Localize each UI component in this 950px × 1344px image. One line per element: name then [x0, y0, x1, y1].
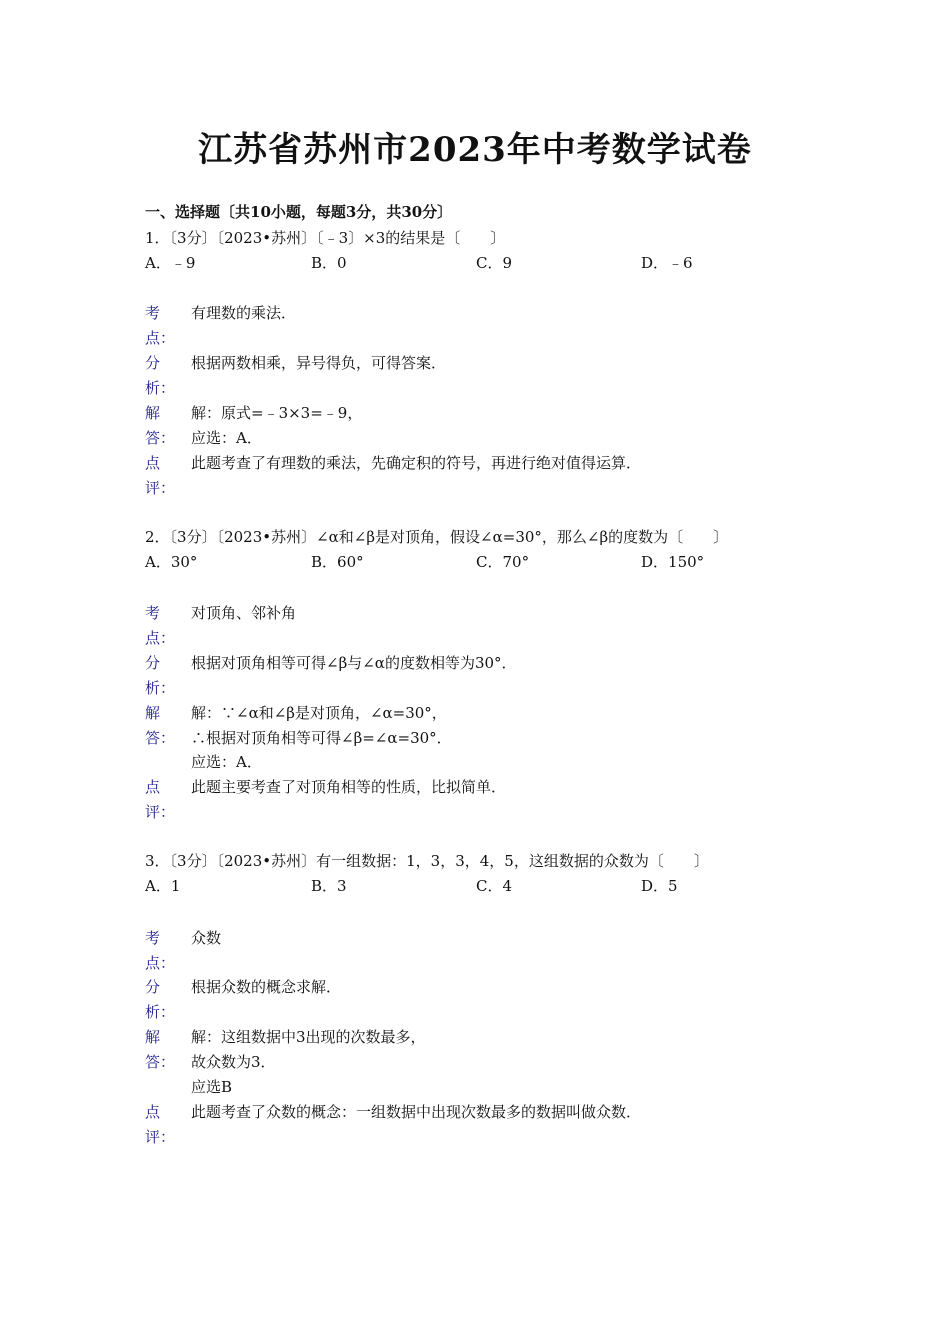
option-c: C．4 [476, 877, 513, 895]
dianping-text: 此题主要考查了对顶角相等的性质，比拟简单． [191, 778, 507, 796]
label-dianping-2: 评： [145, 803, 176, 821]
fenxi-text: 根据众数的概念求解． [191, 978, 342, 996]
label-jieda-2: 答： [145, 1053, 176, 1071]
option-d: D．150° [641, 553, 705, 571]
option-a: A．1 [145, 877, 181, 895]
label-fenxi-2: 析： [145, 1003, 176, 1021]
label-kaodian-2: 点： [145, 954, 176, 972]
option-d: D．5 [641, 877, 678, 895]
page-title: 江苏省苏州市2023年中考数学试卷 [198, 130, 752, 170]
jieda-text: 解：∵∠α和∠β是对顶角，∠α=30°， [191, 704, 447, 722]
jieda-text: 解：原式=﹣3×3=﹣9， [191, 404, 363, 422]
label-fenxi-2: 析： [145, 379, 176, 397]
label-fenxi-1: 分 [145, 978, 161, 996]
fenxi-text: 根据对顶角相等可得∠β与∠α的度数相等为30°． [191, 654, 517, 672]
label-kaodian-1: 考 [145, 304, 161, 322]
label-dianping-1: 点 [145, 1103, 161, 1121]
label-jieda-2: 答： [145, 429, 176, 447]
label-dianping-1: 点 [145, 454, 161, 472]
label-jieda-1: 解 [145, 1028, 161, 1046]
jieda-text: 应选：A． [191, 429, 262, 447]
option-b: B．0 [311, 254, 347, 272]
label-jieda-2: 答： [145, 729, 176, 747]
jieda-text: 应选B [191, 1078, 233, 1096]
label-kaodian-2: 点： [145, 629, 176, 647]
option-b: B．60° [311, 553, 364, 571]
label-kaodian-2: 点： [145, 329, 176, 347]
section-heading: 一、选择题〔共10小题，每题3分，共30分〕 [145, 203, 453, 221]
label-jieda-1: 解 [145, 404, 161, 422]
label-jieda-1: 解 [145, 704, 161, 722]
dianping-text: 此题考查了众数的概念：一组数据中出现次数最多的数据叫做众数． [191, 1103, 642, 1121]
jieda-text: 故众数为3． [191, 1053, 276, 1071]
option-c: C．70° [476, 553, 530, 571]
kaodian-text: 有理数的乘法． [191, 304, 297, 322]
label-dianping-1: 点 [145, 778, 161, 796]
dianping-text: 此题考查了有理数的乘法，先确定积的符号，再进行绝对值得运算． [191, 454, 642, 472]
kaodian-text: 对顶角、邻补角 [191, 604, 297, 622]
label-fenxi-2: 析： [145, 679, 176, 697]
label-kaodian-1: 考 [145, 604, 161, 622]
label-fenxi-1: 分 [145, 354, 161, 372]
label-dianping-2: 评： [145, 479, 176, 497]
option-d: D．﹣6 [641, 254, 693, 272]
jieda-text: ∴根据对顶角相等可得∠β=∠α=30°． [191, 729, 452, 747]
question-stem: 3．〔3分〕〔2023•苏州〕有一组数据：1，3，3，4，5，这组数据的众数为〔 〕 [145, 852, 709, 870]
label-fenxi-1: 分 [145, 654, 161, 672]
fenxi-text: 根据两数相乘，异号得负，可得答案． [191, 354, 447, 372]
kaodian-text: 众数 [191, 929, 222, 947]
question-stem: 1．〔3分〕〔2023•苏州〕〔﹣3〕×3的结果是〔 〕 [145, 229, 506, 247]
option-c: C．9 [476, 254, 513, 272]
option-a: A．﹣9 [145, 254, 196, 272]
jieda-text: 应选：A． [191, 753, 262, 771]
option-b: B．3 [311, 877, 347, 895]
option-a: A．30° [145, 553, 198, 571]
label-kaodian-1: 考 [145, 929, 161, 947]
question-stem: 2．〔3分〕〔2023•苏州〕∠α和∠β是对顶角，假设∠α=30°，那么∠β的度数为〔 〕 [145, 528, 729, 546]
jieda-text: 解：这组数据中3出现的次数最多， [191, 1028, 426, 1046]
label-dianping-2: 评： [145, 1128, 176, 1146]
